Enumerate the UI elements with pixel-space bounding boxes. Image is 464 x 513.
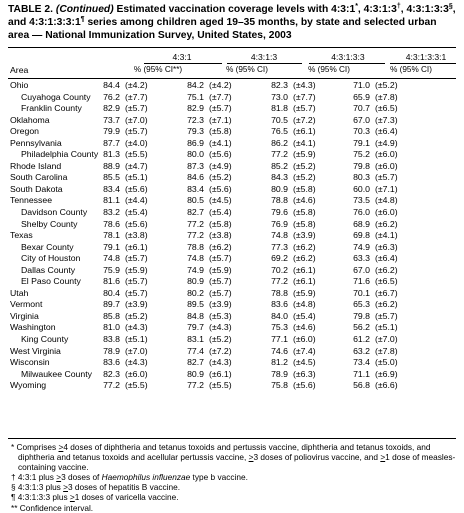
coverage-percent: 86.9 [187,137,204,148]
area-name: Rhode Island [10,160,62,171]
confidence-interval: (±4.4) [125,195,148,206]
confidence-interval: (±6.0) [375,149,398,160]
confidence-interval: (±7.4) [293,345,316,356]
coverage-percent: 81.3 [103,149,120,160]
coverage-percent: 77.2 [187,230,204,241]
coverage-percent: 73.4 [353,357,370,368]
coverage-percent: 78.8 [271,287,288,298]
confidence-interval: (±3.8) [125,230,148,241]
confidence-interval: (±7.0) [125,114,148,125]
confidence-interval: (±5.4) [125,207,148,218]
table-row [8,334,456,346]
confidence-interval: (±5.1) [375,322,398,333]
confidence-interval: (±6.1) [293,126,316,137]
table-row [8,92,456,104]
table-row [8,80,456,92]
group-label: 4:3:1:3:3 [331,52,365,62]
coverage-percent: 56.8 [353,380,370,391]
table-title: TABLE 2. (Continued) Estimated vaccination coverage levels with 4:3:1*, 4:3:1:3†, 4:3:1:3:3§, and 4:3:1:3:3:1¶ series among children aged 19–35 months, by state and selected urban area — National Immunization Survey, United States, 2003 [8,3,456,41]
coverage-percent: 81.0 [103,322,120,333]
table-row [8,161,456,173]
coverage-percent: 80.9 [187,368,204,379]
confidence-interval: (±7.2) [209,345,232,356]
area-name: Virginia [10,310,39,321]
coverage-percent: 67.0 [353,264,370,275]
confidence-interval: (±5.2) [125,310,148,321]
coverage-percent: 70.7 [353,103,370,114]
confidence-interval: (±4.3) [125,357,148,368]
coverage-percent: 74.8 [271,230,288,241]
coverage-percent: 69.8 [353,230,370,241]
confidence-interval: (±5.7) [125,287,148,298]
table-row [8,346,456,358]
coverage-percent: 79.8 [353,160,370,171]
confidence-interval: (±3.9) [293,230,316,241]
coverage-percent: 76.2 [103,91,120,102]
confidence-interval: (±5.7) [209,287,232,298]
footnote-section: § 4:3:1:3 plus >3 doses of hepatitis B vaccine. [11,482,181,493]
confidence-interval: (±5.5) [125,149,148,160]
coverage-percent: 70.1 [353,287,370,298]
confidence-interval: (±4.9) [375,137,398,148]
confidence-interval: (±6.3) [375,241,398,252]
coverage-percent: 72.3 [187,114,204,125]
confidence-interval: (±5.6) [125,218,148,229]
coverage-percent: 83.4 [187,183,204,194]
coverage-percent: 80.2 [187,287,204,298]
confidence-interval: (±6.0) [125,368,148,379]
coverage-percent: 80.4 [103,287,120,298]
table-row [8,138,456,150]
table-row [8,172,456,184]
confidence-interval: (±6.4) [375,253,398,264]
confidence-interval: (±6.1) [293,276,316,287]
confidence-interval: (±3.9) [209,299,232,310]
coverage-percent: 80.9 [187,276,204,287]
coverage-percent: 89.5 [187,299,204,310]
coverage-percent: 83.2 [103,207,120,218]
table-row [8,357,456,369]
confidence-interval: (±6.1) [293,264,316,275]
confidence-interval: (±4.3) [125,322,148,333]
area-name: Bexar County [21,241,74,252]
area-name: City of Houston [21,253,81,264]
confidence-interval: (±5.4) [209,207,232,218]
group-rule [144,63,222,64]
confidence-interval: (±6.6) [375,380,398,391]
coverage-percent: 76.0 [353,207,370,218]
coverage-percent: 79.7 [187,322,204,333]
coverage-percent: 78.9 [271,368,288,379]
coverage-percent: 83.4 [103,183,120,194]
coverage-percent: 77.4 [187,345,204,356]
confidence-interval: (±5.6) [209,149,232,160]
coverage-percent: 84.4 [103,80,120,90]
confidence-interval: (±6.4) [375,126,398,137]
group-rule [390,63,456,64]
area-name: Washington [10,322,56,333]
area-name: Wyoming [10,380,47,391]
table-row [8,276,456,288]
confidence-interval: (±5.7) [375,310,398,321]
header-bottom-rule [8,78,456,79]
confidence-interval: (±5.2) [293,172,316,183]
confidence-interval: (±5.6) [209,183,232,194]
coverage-percent: 65.9 [353,91,370,102]
table-row [8,311,456,323]
coverage-percent: 82.3 [271,80,288,90]
coverage-percent: 79.3 [187,126,204,137]
confidence-interval: (±5.8) [209,126,232,137]
area-name: Milwaukee County [21,368,92,379]
coverage-percent: 63.3 [353,253,370,264]
confidence-interval: (±5.7) [125,126,148,137]
area-name: Tennessee [10,195,53,206]
coverage-percent: 85.8 [103,310,120,321]
confidence-interval: (±5.1) [125,172,148,183]
confidence-interval: (±6.2) [375,264,398,275]
confidence-interval: (±4.5) [209,195,232,206]
area-name: Oregon [10,126,39,137]
confidence-interval: (±5.3) [209,310,232,321]
coverage-percent: 80.9 [271,183,288,194]
confidence-interval: (±4.5) [293,357,316,368]
confidence-interval: (±4.3) [209,322,232,333]
footnotes [8,442,458,513]
coverage-percent: 80.5 [187,195,204,206]
confidence-interval: (±5.8) [293,183,316,194]
confidence-interval: (±5.0) [375,357,398,368]
confidence-interval: (±5.2) [293,160,316,171]
coverage-percent: 83.1 [187,334,204,345]
confidence-interval: (±6.2) [209,241,232,252]
confidence-interval: (±5.6) [125,183,148,194]
coverage-percent: 71.1 [353,368,370,379]
confidence-interval: (±6.5) [375,276,398,287]
coverage-percent: 82.9 [103,103,120,114]
table-row [8,322,456,334]
confidence-interval: (±5.5) [209,380,232,391]
table-row [8,299,456,311]
confidence-interval: (±5.8) [293,207,316,218]
confidence-interval: (±7.2) [293,114,316,125]
coverage-percent: 89.7 [103,299,120,310]
confidence-interval: (±5.1) [125,334,148,345]
coverage-percent: 84.0 [271,310,288,321]
column-header [8,52,456,78]
confidence-interval: (±5.7) [125,276,148,287]
confidence-interval: (±4.2) [125,80,148,90]
column-subheader: % (95% CI**) [133,65,183,74]
table-row [8,242,456,254]
confidence-interval: (±5.5) [125,380,148,391]
group-label: 4:3:1:3 [250,52,278,62]
data-table [8,80,456,392]
coverage-percent: 73.5 [353,195,370,206]
coverage-percent: 75.8 [271,380,288,391]
confidence-interval: (±7.7) [293,91,316,102]
coverage-percent: 86.2 [271,137,288,148]
column-subheader: % (95% CI) [226,65,268,74]
coverage-percent: 61.2 [353,334,370,345]
coverage-percent: 77.2 [103,380,120,391]
coverage-percent: 74.8 [187,253,204,264]
confidence-interval: (±5.9) [209,264,232,275]
coverage-percent: 73.7 [103,114,120,125]
coverage-percent: 75.2 [353,149,370,160]
confidence-interval: (±5.2) [209,334,232,345]
coverage-percent: 77.2 [271,276,288,287]
coverage-percent: 65.3 [353,299,370,310]
area-header: Area [10,65,29,75]
confidence-interval: (±4.8) [293,299,316,310]
group-rule [227,63,302,64]
confidence-interval: (±4.6) [293,195,316,206]
coverage-percent: 79.9 [103,126,120,137]
coverage-percent: 83.6 [271,299,288,310]
coverage-percent: 70.2 [271,264,288,275]
coverage-percent: 77.2 [271,149,288,160]
coverage-percent: 79.1 [353,137,370,148]
coverage-percent: 60.0 [353,183,370,194]
confidence-interval: (±5.2) [375,80,398,90]
table-row [8,265,456,277]
coverage-percent: 87.7 [103,137,120,148]
confidence-interval: (±5.8) [293,218,316,229]
area-name: El Paso County [21,276,81,287]
table-row [8,219,456,231]
confidence-interval: (±4.3) [209,357,232,368]
coverage-percent: 78.8 [271,195,288,206]
coverage-percent: 85.2 [271,160,288,171]
confidence-interval: (±5.6) [293,380,316,391]
coverage-percent: 81.2 [271,357,288,368]
area-name: Shelby County [21,218,78,229]
coverage-percent: 74.6 [271,345,288,356]
area-name: Oklahoma [10,114,50,125]
coverage-percent: 80.0 [187,149,204,160]
coverage-percent: 73.0 [271,91,288,102]
area-name: South Dakota [10,183,63,194]
confidence-interval: (±4.1) [293,137,316,148]
area-name: Franklin County [21,103,82,114]
coverage-percent: 77.1 [271,334,288,345]
confidence-interval: (±6.2) [375,218,398,229]
confidence-interval: (±7.7) [209,91,232,102]
area-name: South Carolina [10,172,68,183]
confidence-interval: (±6.7) [375,287,398,298]
confidence-interval: (±4.7) [125,160,148,171]
confidence-interval: (±6.1) [209,368,232,379]
group-rule [309,63,385,64]
confidence-interval: (±5.7) [375,172,398,183]
coverage-percent: 76.9 [271,218,288,229]
coverage-percent: 75.9 [103,264,120,275]
confidence-interval: (±6.0) [375,160,398,171]
coverage-percent: 83.6 [103,357,120,368]
confidence-interval: (±7.3) [375,114,398,125]
coverage-percent: 77.3 [271,241,288,252]
area-name: Ohio [10,80,29,90]
confidence-interval: (±6.9) [375,368,398,379]
coverage-percent: 82.7 [187,357,204,368]
table-row [8,195,456,207]
coverage-percent: 85.5 [103,172,120,183]
area-name: King County [21,334,69,345]
confidence-interval: (±6.5) [375,103,398,114]
coverage-percent: 56.2 [353,322,370,333]
confidence-interval: (±5.7) [125,103,148,114]
area-name: Wisconsin [10,357,50,368]
confidence-interval: (±5.4) [293,310,316,321]
confidence-interval: (±4.2) [209,80,232,90]
coverage-percent: 82.7 [187,207,204,218]
coverage-percent: 68.9 [353,218,370,229]
coverage-percent: 63.2 [353,345,370,356]
area-name: Dallas County [21,264,76,275]
coverage-percent: 82.9 [187,103,204,114]
confidence-interval: (±5.8) [209,218,232,229]
coverage-percent: 71.6 [353,276,370,287]
confidence-interval: (±4.0) [125,137,148,148]
table-row [8,369,456,381]
coverage-percent: 74.8 [103,253,120,264]
confidence-interval: (±7.0) [375,334,398,345]
confidence-interval: (±4.6) [293,322,316,333]
confidence-interval: (±4.9) [209,160,232,171]
header-top-rule [8,47,456,48]
area-name: Philadelphia County [21,149,99,160]
column-subheader: % (95% CI) [390,65,432,74]
coverage-percent: 79.6 [271,207,288,218]
table-bottom-rule [8,438,456,439]
table-row [8,115,456,127]
coverage-percent: 71.0 [353,80,370,90]
confidence-interval: (±7.8) [375,345,398,356]
confidence-interval: (±6.2) [293,253,316,264]
area-name: Davidson County [21,207,88,218]
footnote-dagger: † 4:3:1 plus >3 doses of Haemophilus influenzae type b vaccine. [11,472,248,483]
confidence-interval: (±7.7) [125,91,148,102]
coverage-percent: 81.6 [103,276,120,287]
column-subheader: % (95% CI) [308,65,350,74]
coverage-percent: 75.1 [187,91,204,102]
coverage-percent: 78.1 [103,230,120,241]
coverage-percent: 84.8 [187,310,204,321]
area-name: Utah [10,287,29,298]
confidence-interval: (±3.8) [209,230,232,241]
table-row [8,103,456,115]
coverage-percent: 77.2 [187,218,204,229]
table-row [8,288,456,300]
confidence-interval: (±7.1) [209,114,232,125]
coverage-percent: 83.8 [103,334,120,345]
coverage-percent: 67.0 [353,114,370,125]
confidence-interval: (±5.7) [209,103,232,114]
coverage-percent: 78.6 [103,218,120,229]
confidence-interval: (±5.7) [209,253,232,264]
coverage-percent: 84.3 [271,172,288,183]
confidence-interval: (±6.2) [375,299,398,310]
coverage-percent: 69.2 [271,253,288,264]
confidence-interval: (±5.7) [125,253,148,264]
confidence-interval: (±4.3) [293,80,316,90]
coverage-percent: 81.8 [271,103,288,114]
group-label: 4:3:1:3:3:1 [405,52,447,62]
area-name: Pennsylvania [10,137,62,148]
table-row [8,253,456,265]
confidence-interval: (±3.9) [125,299,148,310]
confidence-interval: (±6.1) [125,241,148,252]
table-row [8,184,456,196]
coverage-percent: 77.2 [187,380,204,391]
coverage-percent: 78.9 [103,345,120,356]
footnote-paragraph: ¶ 4:3:1:3:3 plus >1 doses of varicella vaccine. [11,492,179,503]
area-name: Cuyahoga County [21,91,91,102]
confidence-interval: (±5.9) [125,264,148,275]
confidence-interval: (±6.2) [293,241,316,252]
confidence-interval: (±5.9) [293,149,316,160]
coverage-percent: 75.3 [271,322,288,333]
coverage-percent: 79.1 [103,241,120,252]
confidence-interval: (±7.1) [375,183,398,194]
confidence-interval: (±5.7) [293,103,316,114]
group-label: 4:3:1 [172,52,192,62]
coverage-percent: 76.5 [271,126,288,137]
confidence-interval: (±4.1) [209,137,232,148]
coverage-percent: 74.9 [353,241,370,252]
confidence-interval: (±5.9) [293,287,316,298]
table-row [8,149,456,161]
coverage-percent: 88.9 [103,160,120,171]
confidence-interval: (±5.7) [209,276,232,287]
coverage-percent: 70.5 [271,114,288,125]
table-row [8,207,456,219]
confidence-interval: (±4.8) [375,195,398,206]
coverage-percent: 80.3 [353,172,370,183]
confidence-interval: (±7.0) [125,345,148,356]
coverage-percent: 79.8 [353,310,370,321]
confidence-interval: (±6.0) [293,334,316,345]
coverage-percent: 78.8 [187,241,204,252]
coverage-percent: 74.9 [187,264,204,275]
confidence-interval: (±6.3) [293,368,316,379]
table-row [8,230,456,242]
coverage-percent: 70.3 [353,126,370,137]
coverage-percent: 81.1 [103,195,120,206]
area-name: Vermont [10,299,43,310]
coverage-percent: 84.6 [187,172,204,183]
confidence-interval: (±6.0) [375,207,398,218]
coverage-percent: 82.3 [103,368,120,379]
confidence-interval: (±4.1) [375,230,398,241]
area-name: Texas [10,230,33,241]
coverage-percent: 84.2 [187,80,204,90]
table-row [8,126,456,138]
confidence-interval: (±7.8) [375,91,398,102]
confidence-interval: (±5.2) [209,172,232,183]
footnote-ci: ** Confidence interval. [11,502,94,513]
coverage-percent: 87.3 [187,160,204,171]
table-row [8,380,456,392]
footnote-star: * Comprises >4 doses of diphtheria and tetanus toxoids and pertussis vaccine, diphtheria and tetanus toxoids, and diphtheria and tetanus toxoids and acellular pertussis vaccine, >3 doses of poliovirus vaccine, and >1 dose of measles-containing vaccine. [11,442,456,473]
area-name: West Virginia [10,345,61,356]
